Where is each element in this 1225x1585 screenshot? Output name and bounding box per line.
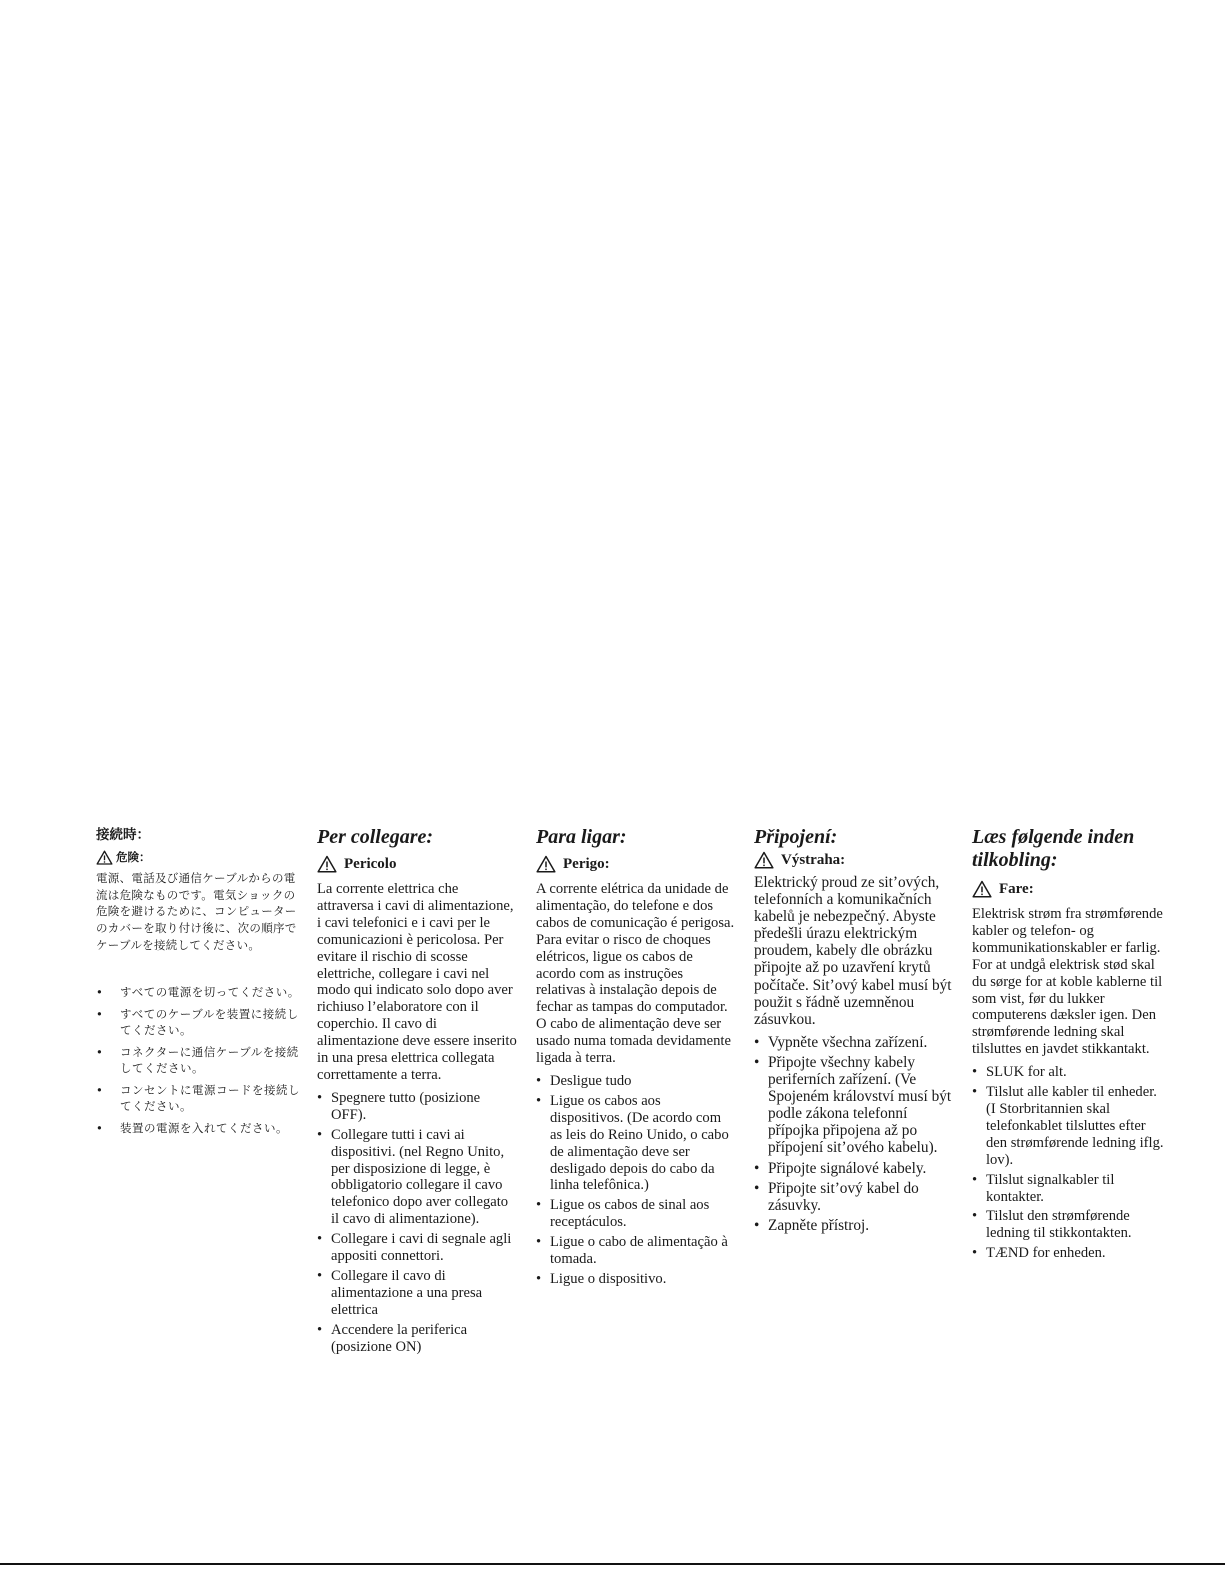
safety-intro-text: Elektrický proud ze sit’ových, telefonních a komunikačních kabelů je nebezpečný. Abyste předešli úrazu elektrickým proudem, kabely dle obrázku připojte až po uzavření krytů počítače. Sit’ový kabel musí být použit s řádně uzemněnou zásuvkou. <box>754 874 952 1028</box>
safety-intro-text: 電源、電話及び通信ケーブルからの電流は危険なものです。電気ショックの危険を避けるために、コンピューターのカバーを取り付け後に、次の順序でケーブルを接続してください。 <box>96 871 297 952</box>
steps-list <box>317 1090 517 1356</box>
section-italian <box>317 826 517 1358</box>
warning-triangle-icon <box>96 850 113 865</box>
danger-notice <box>972 880 1168 898</box>
safety-intro-text: Elektrisk strøm fra strømførende kabler og telefon- og kommunikationskabler er farlig. For at undgå elektrisk stød skal du sørge for at koble kablerne til som vist, før du lukker computerens dæksler igen. Den strømførende ledning skal tilsluttes en javdet stikkantakt. <box>972 906 1163 1058</box>
list-item: • Collegare tutti i cavi ai dispositivi. (nel Regno Unito, per disposizione di legge, è obbligatorio collegare il cavo telefonico dopo aver collegato il cavo di alimentazione). <box>317 1127 517 1228</box>
list-item: • Připojte všechny kabely periferních zařízení. (Ve Spojeném království musí být podle zákona telefonní přípojka připojena až po přípojení sit’ového kabelu). <box>754 1054 952 1157</box>
list-item: • TÆND for enheden. <box>972 1245 1168 1262</box>
list-item: • Připojte sit’ový kabel do zásuvky. <box>754 1180 952 1214</box>
list-item: • Tilslut signalkabler til kontakter. <box>972 1172 1168 1206</box>
warning-triangle-icon <box>536 855 556 873</box>
list-item: • Spegnere tutto (posizione OFF). <box>317 1090 517 1124</box>
list-item: • Collegare il cavo di alimentazione a una presa elettrica <box>317 1268 517 1319</box>
list-item: • Zapněte přístroj. <box>754 1217 952 1234</box>
warning-triangle-icon <box>754 851 774 869</box>
danger-label: Pericolo <box>344 856 397 872</box>
section-czech <box>754 826 952 1237</box>
section-title: Připojení: <box>754 826 838 848</box>
list-item: • Ligue o cabo de alimentação à tomada. <box>536 1234 736 1268</box>
section-title: Læs følgende inden tilkobling: <box>972 826 1135 871</box>
danger-notice <box>317 855 517 873</box>
list-item: • Collegare i cavi di segnale agli appositi connettori. <box>317 1231 517 1265</box>
danger-notice <box>754 851 952 869</box>
steps-list <box>536 1073 736 1288</box>
section-danish <box>972 826 1168 1265</box>
danger-label: Perigo: <box>563 856 610 872</box>
safety-intro-text: La corrente elettrica che attraversa i cavi di alimentazione, i cavi telefonici e i cavi per le comunicazioni è pericolosa. Per evitare il rischio di scosse elettriche, collegare i cavi nel modo qui indicato solo dopo aver richiuso l’elaboratore con il coperchio. Il cavo di alimentazione deve essere inserito in una presa elettrica collegata correttamente a terra. <box>317 881 517 1083</box>
list-item: • Accendere la periferica (posizione ON) <box>317 1322 517 1356</box>
list-item: • Desligue tudo <box>536 1073 736 1090</box>
list-item: • コンセントに電源コードを接続してください。 <box>96 1082 300 1114</box>
list-item: • Tilslut alle kabler til enheder. (I Storbritannien skal telefonkablet tilsluttes efter den strømførende ledning iflg. lov). <box>972 1084 1168 1169</box>
danger-label: Výstraha: <box>781 852 846 868</box>
safety-intro-text: A corrente elétrica da unidade de alimentação, do telefone e dos cabos de comunicação é perigosa. Para evitar o risco de choques elétricos, ligue os cabos de acordo com as instruções relativas à instalação depois de fechar as tampas do computador. O cabo de alimentação deve ser usado numa tomada devidamente ligada à terra. <box>536 881 735 1067</box>
list-item: • SLUK for alt. <box>972 1064 1168 1081</box>
list-item: • すべてのケーブルを装置に接続してください。 <box>96 1006 300 1038</box>
warning-triangle-icon <box>317 855 337 873</box>
steps-list <box>972 1064 1168 1262</box>
danger-notice <box>536 855 736 873</box>
steps-list <box>754 1034 952 1234</box>
warning-triangle-icon <box>972 880 992 898</box>
list-item: • Ligue os cabos de sinal aos receptáculos. <box>536 1197 736 1231</box>
list-item: • コネクターに通信ケーブルを接続してください。 <box>96 1044 300 1076</box>
list-item: • Vypněte všechna zařízení. <box>754 1034 952 1051</box>
section-title: 接続時： <box>96 827 150 843</box>
section-title: Para ligar: <box>536 826 627 848</box>
danger-label: Fare: <box>999 881 1034 897</box>
steps-list <box>96 984 300 1136</box>
list-item: • Připojte signálové kabely. <box>754 1160 952 1177</box>
list-item: • Ligue o dispositivo. <box>536 1271 736 1288</box>
danger-label: 危険： <box>116 850 151 864</box>
section-portuguese <box>536 826 736 1291</box>
list-item: • すべての電源を切ってください。 <box>96 984 300 1000</box>
danger-notice <box>96 848 300 866</box>
section-japanese <box>96 826 300 1142</box>
list-item: • 装置の電源を入れてください。 <box>96 1120 300 1136</box>
page-bottom-rule <box>0 1563 1225 1565</box>
list-item: • Ligue os cabos aos dispositivos. (De acordo com as leis do Reino Unido, o cabo de alimentação deve ser desligado depois do cabo da linha telefônica.) <box>536 1093 736 1194</box>
list-item: • Tilslut den strømførende ledning til stikkontakten. <box>972 1208 1168 1242</box>
section-title: Per collegare: <box>317 826 434 848</box>
